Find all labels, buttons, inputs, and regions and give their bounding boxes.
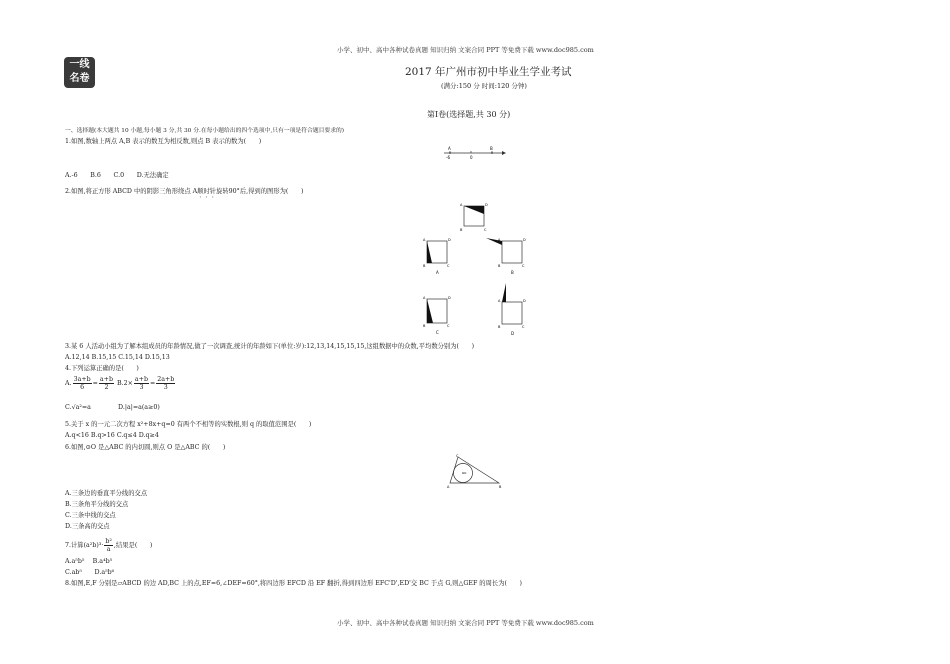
question-7-stem (65, 538, 152, 553)
option-c-figure (423, 296, 451, 335)
svg-text:B: B (498, 325, 501, 329)
option-d-figure (498, 283, 526, 336)
badge-line2: 名卷 (69, 73, 90, 84)
q7-stem-part1: 7.计算(a²b)³· (65, 542, 104, 549)
q7-stem-part2: ,结果是( ) (113, 542, 153, 549)
q4-a-left-fraction: $\frac{3a+b}{6}$ (73, 376, 91, 391)
question-6-option-b: B.三条角平分线的交点 (65, 501, 129, 508)
section-title: 第Ⅰ卷(选择题,共 30 分) (427, 110, 511, 119)
point-b-label: B (490, 146, 493, 151)
q4-b-right-fraction: $\frac{2a+b}{3}$ (157, 376, 175, 391)
svg-text:D: D (511, 331, 515, 336)
svg-text:C: C (436, 330, 439, 335)
original-square-figure (460, 203, 488, 232)
question-1-stem: 1.如图,数轴上两点 A,B 表示的数互为相反数,则点 B 表示的数为( ) (65, 138, 262, 145)
svg-text:B: B (423, 264, 426, 268)
q2-emphasis-text: 顺时针 (197, 188, 217, 195)
brand-logo (64, 57, 95, 88)
svg-text:C: C (456, 454, 459, 458)
page-footer: 小学、初中、高中各种试卷真题 知识归纳 文案合同 PPT 等免费下载 www.doc985.com (337, 619, 594, 627)
svg-text:A: A (423, 238, 426, 242)
svg-text:A: A (498, 238, 501, 242)
svg-text:D: D (523, 299, 526, 303)
q4-b-left-fraction: $\frac{a+b}{3}$ (134, 376, 148, 391)
question-3-stem: 3.某 6 人活动小组为了解本组成员的年龄情况,做了一次调查,统计的年龄如下(单位:岁):12,13,14,15,15,15,这组数据中的众数,平均数分别为( ) (65, 343, 475, 350)
svg-text:C: C (522, 325, 525, 329)
svg-text:A: A (423, 296, 426, 300)
q4-a-prefix: A. (65, 380, 72, 387)
exam-subtitle: (满分:150 分 时间:120 分钟) (441, 82, 527, 90)
svg-text:D: D (448, 238, 451, 242)
question-2-stem (65, 188, 303, 199)
question-3-options: A.12,14 B.15,15 C.15,14 D.15,13 (65, 354, 170, 361)
svg-text:C: C (484, 228, 487, 232)
q4-a-right-fraction: $\frac{a+b}{2}$ (99, 376, 113, 391)
svg-text:B: B (499, 485, 502, 489)
svg-text:A: A (447, 485, 450, 489)
q4-b-prefix: B.2× (117, 380, 133, 387)
question-7-options-1: A.a⁵b⁵ B.a⁴b⁵ (65, 558, 113, 565)
svg-text:B: B (460, 228, 463, 232)
svg-text:O: O (464, 471, 467, 475)
svg-text:B: B (423, 324, 426, 328)
svg-text:C: C (447, 324, 450, 328)
question-4-option-c: C.√a²=a (65, 404, 91, 411)
q7-fraction: $\frac{\text{b²}}{a}$ (105, 538, 112, 553)
section-instructions: 一、选择题(本大题共 10 小题,每小题 3 分,共 30 分.在每小题给出的四个选项中,只有一项是符合题目要求的) (65, 128, 345, 134)
svg-text:D: D (523, 238, 526, 242)
option-b-figure (486, 238, 526, 275)
q2-stem-part2: 旋转90°后,得到的图形为( ) (216, 188, 304, 195)
question-8-stem: 8.如图,E,F 分别是▱ABCD 的边 AD,BC 上的点,EF=6,∠DEF=60°,将四边形 EFCD 沿 EF 翻折,得到四边形 EFC'D',ED'交 BC 于点 G,则△GEF 的周长为( ) (65, 580, 523, 587)
svg-text:A: A (436, 270, 439, 275)
q2-stem-part1: 2.如图,将正方形 ABCD 中的阴影三角形绕点 A (65, 188, 198, 195)
question-6-option-d: D.三条高的交点 (65, 523, 110, 530)
question-4-option-d: D.|a|=a(a≥0) (118, 404, 160, 411)
svg-text:A: A (498, 299, 501, 303)
page-header: 小学、初中、高中各种试卷真题 知识归纳 文案合同 PPT 等免费下载 www.doc985.com (337, 46, 594, 54)
badge-line1: 一线 (69, 59, 90, 70)
tick-zero-label: 0 (470, 155, 473, 160)
svg-text:C: C (522, 264, 525, 268)
exam-title: 2017 年广州市初中毕业生学业考试 (405, 66, 572, 78)
question-6-option-a: A.三条边的垂直平分线的交点 (65, 490, 148, 497)
question-4-stem: 4.下列运算正确的是( ) (65, 365, 139, 372)
question-5-stem: 5.关于 x 的一元二次方程 x²+8x+q=0 有两个不相等的实数根,则 q 的取值范围是( ) (65, 421, 312, 428)
point-a-label: A (448, 146, 451, 151)
number-line-figure (440, 144, 510, 162)
svg-text:C: C (447, 264, 450, 268)
rotation-figures (418, 200, 533, 340)
question-5-options: A.q<16 B.q>16 C.q≤4 D.q≥4 (65, 432, 159, 439)
incircle-triangle-figure (444, 450, 506, 490)
question-1-options: A.-6 B.6 C.0 D.无法确定 (65, 172, 169, 179)
question-6-option-c: C.三条中线的交点 (65, 512, 116, 519)
svg-text:B: B (511, 270, 514, 275)
tick-neg6-label: -6 (446, 155, 450, 160)
svg-text:D: D (448, 296, 451, 300)
question-6-stem: 6.如图,⊙O 是△ABC 的内切圆,则点 O 是△ABC 的( ) (65, 444, 226, 451)
svg-text:D: D (485, 203, 488, 207)
svg-text:A: A (460, 203, 463, 207)
question-7-options-2: C.ab⁵ D.a⁵b⁶ (65, 569, 115, 576)
svg-text:B: B (498, 264, 501, 268)
option-a-figure (423, 238, 451, 275)
question-4-options-ab: A. $\frac{3a+b}{6}$ = $\frac{a+b}{2}$ B.2× $\frac{a+b}{3}$ = $\frac{2a+b}{3}$ (65, 376, 175, 391)
